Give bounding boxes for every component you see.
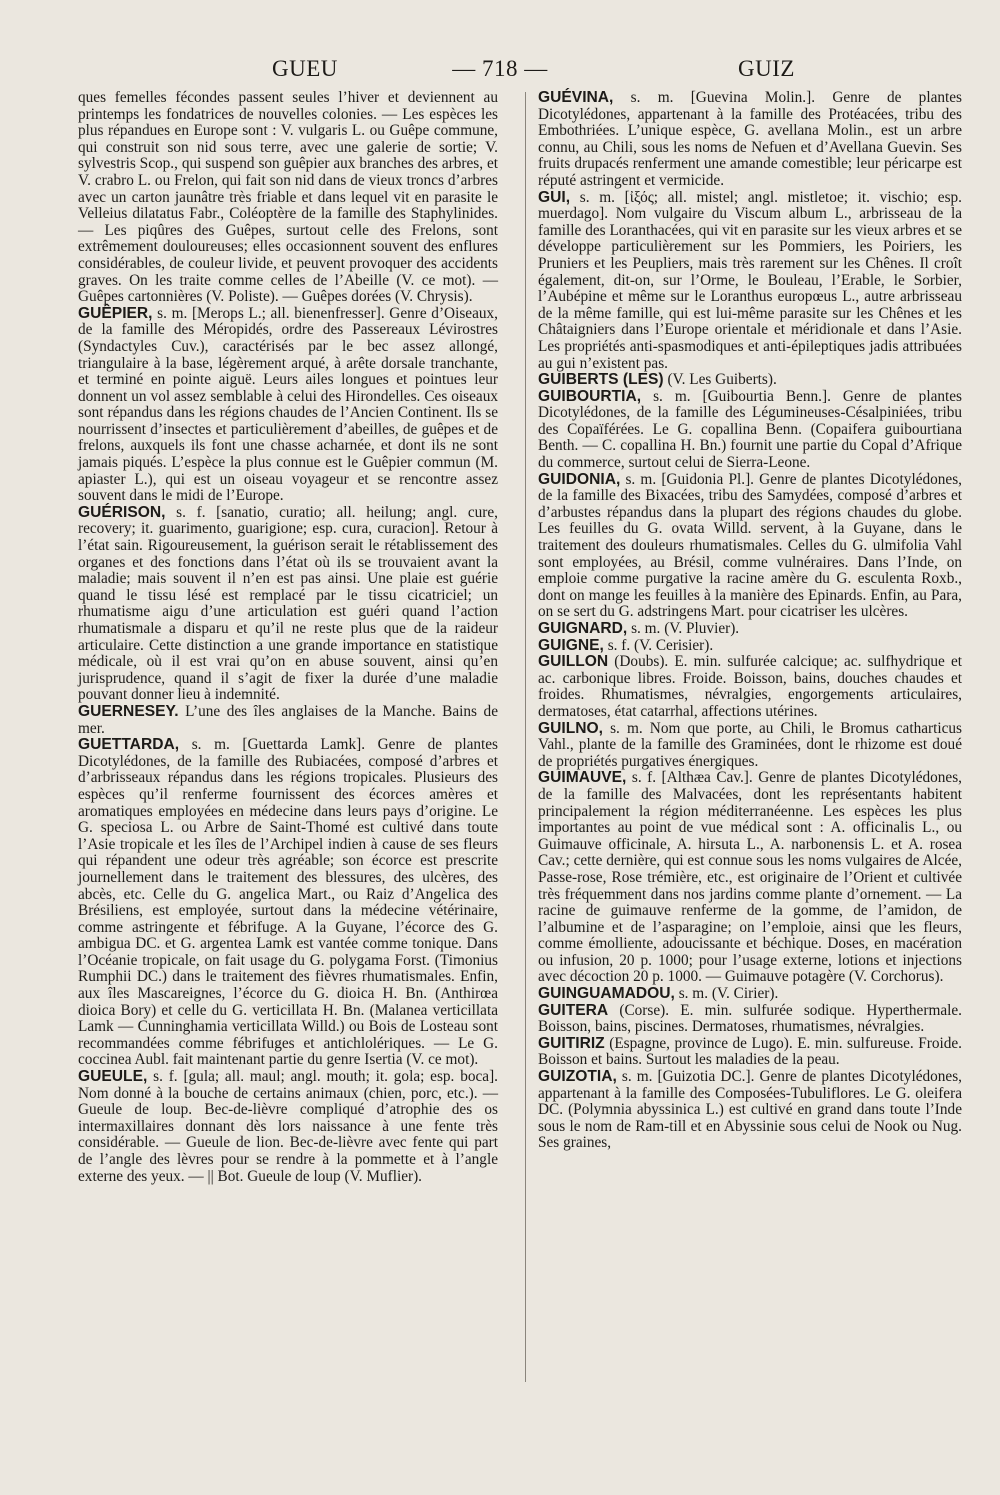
entry-headword: GUIGNARD, [538,620,628,637]
entry-headword: GUILNO, [538,719,603,737]
page-number: — 718 — [452,56,548,81]
entry-headword: GUITIRIZ [538,1034,605,1052]
entry-text: ques femelles fécondes passent seules l’hiver et deviennent au printemps les fondatrices de nouvelles colonies. — Les espèces les plus répandues en Europe sont : V. vulgaris L. ou Guêpe commune, qui construit son nid sous terre, avec une galerie de sortie; V. sylvestris Scop., qui suspend son guêpier aux branches des arbres, et V. crabro L. ou Frelon, qui fait son nid dans de vieux troncs d’arbres avec un carton jaunâtre très friable et dans lequel vit en parasite le Velleius dilatatus Fabr., Coléoptère de la famille des Staphylinides. — Les piqûres des Guêpes, surtout celle des Frelons, sont extrêmement douloureuses; elles occasionnent souvent des enflures considérables, de couleur livide, et peuvent provoquer des accidents graves. On les traite comme celles de l’Abeille (V. ce mot). — Guêpes cartonnières (V. Poliste). — Guêpes dorées (V. Chrysis). [78,89,498,306]
dictionary-entry [538,1069,962,1152]
left-column [78,90,498,1185]
dictionary-entry [78,306,498,505]
dictionary-entry [78,1069,498,1185]
dictionary-entry [538,721,962,771]
dictionary-entry [538,638,962,655]
entry-text: s. m. [Guettarda Lamk]. Genre de plantes Dicotylédones, de la famille des Rubiacées, composé d’arbres et d’arbrisseaux répandus dans les régions tropicales. Plusieurs des espèces qu’il renferme fournissent des écorces amères et aromatiques employées en médecine dans leurs pays d’origine. Le G. speciosa L. ou Arbre de Saint-Thomé est cultivé dans toute l’Asie tropicale et les îles de l’Archipel indien à cause de ses fleurs qui répandent une odeur très agréable; son écorce est prescrite journellement dans le traitement des blessures, des ulcères, des abcès, etc. Celle du G. angelica Mart., ou Raiz d’Angelica des Brésiliens, est employée, surtout dans la médecine vétérinaire, comme astringente et fébrifuge. A la Guyane, l’écorce des G. ambigua DC. et G. argentea Lamk est vantée comme tonique. Dans l’Océanie tropicale, on fait usage du G. polygama Forst. (Timonius Rumphii DC.) dans le traitement des fièvres rhumatismales. Enfin, aux îles Mascareignes, l’écorce du G. dioica H. Bn. (Anthirœa dioica Bory) et celle du G. verticillata H. Bn. (Malanea verticillata Lamk — Cunninghamia verticillata Willd.) ou Bois de Losteau sont recommandées comme fébrifuges et antichlolériques. — Le G. coccinea Aubl. fait maintenant partie du genre Isertia (V. ce mot). [78,736,498,1069]
entry-headword: GUI, [538,188,571,206]
dictionary-entry [78,90,498,306]
dictionary-entry [78,704,498,737]
entry-text: s. m. [ἰξός; all. mistel; angl. mistletoe; it. vischio; esp. muerdago]. Nom vulgaire du Viscum album L., arbrisseau de la famille des Loranthacées, qui vit en parasite sur les vieux arbres et se développe particulièrement sur les Pommiers, les Poiriers, les Pruniers et les Peupliers, mais très rarement sur les Chênes. Il croît également, dit-on, sur l’Orme, le Bouleau, l’Erable, le Sorbier, l’Aubépine et même sur le Loranthus europœus L., autre arbrisseau de la même famille, qui est lui-même parasite sur les Chênes et les Châtaigniers dans l’Europe orientale et méridionale et dans l’Asie. Les propriétés anti-spasmodiques et anti-épileptiques jadis attribuées au gui n’existent pas. [538,188,962,372]
entry-text: s. f. [Althæa Cav.]. Genre de plantes Dicotylédones, de la famille des Malvacées, dont les représentants habitent principalement la région méditerranéenne. Les espèces les plus importantes au point de vue médical sont : A. officinalis L., ou Guimauve officinale, A. hirsuta L., A. narbonensis L. et A. rosea Cav.; cette dernière, qui est connue sous les noms vulgaires de Alcée, Passe-rose, Rose trémière, etc., est originaire de l’Orient et cultivée très fréquemment dans nos jardins comme plante d’ornement. — La racine de guimauve renferme de la gomme, de l’amidon, de l’albumine et de l’asparagine; on l’emploie, ainsi que les fleurs, comme émolliente, adoucissante et béchique. Doses, en macération ou infusion, 20 p. 1000; pour l’usage externe, lotions et injections avec décoction 20 p. 1000. — Guimauve potagère (V. Corchorus). [538,769,962,986]
entry-text: (Doubs). E. min. sulfurée calcique; ac. sulfhydrique et ac. carbonique libres. Froide. Boisson, bains, douches chaudes et froides. Rhumatismes, névralgies, engorgements articulaires, dermatoses, état catarrhal, affections utérines. [538,653,962,720]
dictionary-entry [538,1003,962,1036]
page-header [0,56,1000,86]
entry-text: s. m. Nom que porte, au Chili, le Bromus catharticus Vahl., plante de la famille des Graminées, dont le rhizome est doué de propriétés purgatives énergiques. [538,719,963,770]
entry-headword: GUIMAUVE, [538,769,627,787]
dictionary-entry [538,1036,962,1069]
dictionary-entry [538,654,962,720]
entry-headword: GUIDONIA, [538,470,621,488]
dictionary-entry [538,472,962,621]
entry-text: (V. Les Guiberts). [667,371,777,389]
entry-headword: GUETTARDA, [78,736,180,754]
dictionary-entry [538,986,962,1003]
entry-headword: GUÉVINA, [538,89,614,106]
dictionary-entry [538,372,962,389]
entry-headword: GUITERA [538,1001,609,1019]
dictionary-entry [538,770,962,986]
entry-headword: GUIGNE, [538,636,604,654]
dictionary-entry [538,190,962,373]
entry-headword: GUIBOURTIA, [538,387,642,405]
entry-headword: GUÊPIER, [78,304,153,322]
header-left-guideword: GUEU [272,56,338,81]
header-right-guideword: GUIZ [738,56,795,81]
entry-headword: GUIZOTIA, [538,1068,617,1086]
dictionary-entry [538,621,962,638]
entry-text: s. m. (V. Cirier). [678,985,779,1003]
entry-text: s. f. [gula; all. maul; angl. mouth; it. gola; esp. boca]. Nom donné à la bouche de certains animaux (chien, porc, etc.). — Gueule de loup. Bec-de-lièvre compliqué d’atrophie des os intermaxillaires donnant dès lors naissance à une fente très considérable. — Gueule de lion. Bec-de-lièvre avec fente qui part de l’angle des lèvres pour se rendre à la pommette et à l’angle externe des yeux. — || Bot. Gueule de loup (V. Muflier). [78,1068,498,1185]
dictionary-entry [538,90,962,190]
entry-headword: GUERNESEY. [78,702,179,720]
dictionary-entry [78,737,498,1069]
entry-text: s. m. [Guibourtia Benn.]. Genre de plantes Dicotylédones, de la famille des Légumineuses-Césalpiniées, tribu des Copaïférées. Le G. copallina Benn. (Copaifera guibourtiana Benth. — C. copallina H. Bn.) fournit une partie du Copal d’Afrique du commerce, surtout celui de Sierra-Leone. [538,387,962,472]
entry-text: (Espagne, province de Lugo). E. min. sulfureuse. Froide. Boisson et bains. Surtout les maladies de la peau. [538,1034,963,1069]
column-divider [525,92,526,1382]
right-column [538,90,962,1152]
entry-headword: GUÉRISON, [78,503,166,521]
dictionary-entry [538,389,962,472]
entry-text: s. m. [Guidonia Pl.]. Genre de plantes Dicotylédones, de la famille des Bixacées, tribu des Samydées, composé d’arbres et d’arbustes répandus dans la plupart des régions chaudes du globe. Les feuilles du G. ovata Willd. servent, à la Guyane, dans le traitement des douleurs rhumatismales. Celles du G. ulmifolia Vahl sont employées, au Brésil, comme vulnéraires. Dans l’Inde, on emploie comme purgative la racine amère du G. esculenta Roxb., dont on mange les feuilles à la manière des Epinards. Enfin, au Para, on se sert du G. adstringens Mart. pour cicatriser les ulcères. [538,470,962,621]
entry-text: (Corse). E. min. sulfurée sodique. Hyperthermale. Boisson, bains, piscines. Dermatoses, rhumatismes, névralgies. [538,1001,962,1036]
entry-headword: GUIBERTS (LES) [538,371,664,389]
entry-text: s. m. [Merops L.; all. bienenfresser]. Genre d’Oiseaux, de la famille des Méropidés, ordre des Passereaux Lévirostres (Syndactyles Cuv.), caractérisés par le bec assez allongé, triangulaire à la base, légèrement arqué, à arête dorsale tranchante, et terminé en pointe aiguë. Leurs ailes longues et pointues leur donnent un vol assez semblable à celui des Hirondelles. Ces oiseaux sont répandus dans les régions chaudes de l’Ancien Continent. Ils se nourrissent d’insectes et particulièrement d’abeilles, de guêpes et de frelons, auxquels ils font une chasse acharnée, et dont ils ne sont jamais piqués. L’espèce la plus connue est le Guêpier commun (M. apiaster L.), qui est un oiseau voyageur et se rencontre assez souvent dans le midi de l’Europe. [78,304,498,505]
entry-text: s. m. [Guevina Molin.]. Genre de plantes Dicotylédones, appartenant à la famille des Protéacées, tribu des Embothriées. L’unique espèce, G. avellana Molin., est un arbre connu, au Chili, sous les noms de Nefuen et d’Avellana Guevin. Ses fruits drupacés renferment une amande comestible; leur péricarpe est réputé astringent et vermicide. [538,89,962,189]
entry-text: L’une des îles anglaises de la Manche. Bains de mer. [78,702,498,737]
entry-text: s. m. [Guizotia DC.]. Genre de plantes Dicotylédones, appartenant à la famille des Composées-Tubuliflores. Le G. oleifera DC. (Polymnia abyssinica L.) est cultivé en grand dans toute l’Inde sous le nom de Ram-till et en Abyssinie sous celui de Nook ou Nug. Ses graines, [538,1068,962,1152]
dictionary-entry [78,505,498,704]
entry-headword: GUEULE, [78,1068,148,1086]
entry-text: s. f. [sanatio, curatio; all. heilung; angl. cure, recovery; it. guarimento, guarigione; esp. cura, curacion]. Retour à l’état sain. Rigoureusement, la guérison serait le rétablissement des organes et des fonctions dans l’état où ils se trouvaient avant la maladie; mais souvent il n’en est pas ainsi. Une plaie est guérie quand le tissu lésé est remplacé par le tissu cicatriciel; un rhumatisme aigu d’une articulation est guéri quand l’action rhumatismale a disparu et qu’il ne reste plus que de la raideur articulaire. Cette distinction a une grande importance en statistique médicale, où il est vrai qu’on en abuse souvent, ainsi qu’en jurisprudence, quand il s’agit de fixer la durée d’une maladie pouvant donner lieu à indemnité. [78,503,498,704]
entry-text: s. m. (V. Pluvier). [631,620,740,637]
entry-headword: GUINGUAMADOU, [538,985,675,1003]
entry-headword: GUILLON [538,653,609,671]
entry-text: s. f. (V. Cerisier). [607,636,714,654]
